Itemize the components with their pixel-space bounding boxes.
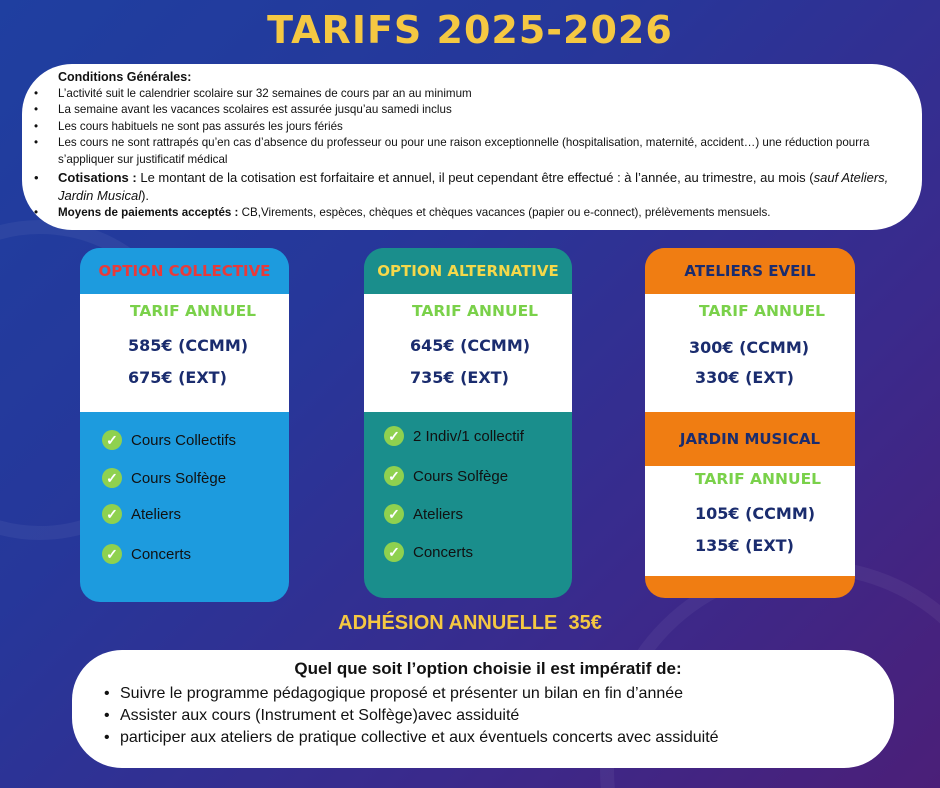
condition-item: • La semaine avant les vacances scolaires est assurée jusqu’au samedi inclus: [30, 102, 892, 119]
payment-label: Moyens de paiements acceptés :: [58, 205, 239, 219]
requirements-heading: Quel que soit l’option choisie il est impératif de:: [294, 659, 682, 678]
requirements-list: [102, 683, 874, 749]
cotisations-end: ).: [141, 187, 150, 203]
feature-item: [384, 504, 463, 524]
feature-item: [102, 544, 191, 564]
tarif-label: TARIF ANNUEL: [130, 302, 257, 320]
payment-item: [30, 205, 892, 222]
requirement-item: • Suivre le programme pédagogique proposé et présenter un bilan en fin d’année: [102, 683, 874, 705]
feature-label: 2 Indiv/1 collectif: [413, 427, 524, 445]
condition-item: • L’activité suit le calendrier scolaire sur 32 semaines de cours par an au minimum: [30, 86, 892, 103]
cotisations-item: [30, 169, 892, 205]
ateliers-eveil-card: [645, 248, 855, 598]
card-title: ATELIERS EVEIL: [645, 248, 855, 294]
tarif-label: TARIF ANNUEL: [412, 302, 539, 320]
feature-item: [102, 430, 236, 450]
feature-item: [102, 504, 181, 524]
price-ext: 135€ (EXT): [695, 536, 794, 555]
cotisations-text: Le montant de la cotisation est forfaitaire et annuel, il peut cependant être effectué : à l’année, au trimestre, au mois (: [136, 169, 814, 185]
payment-text: CB,Virements, espèces, chèques et chèques vacances (papier ou e-connect), prélèvements mensuels.: [238, 205, 771, 219]
tarif-label: TARIF ANNUEL: [695, 470, 822, 488]
card-title: OPTION ALTERNATIVE: [364, 248, 572, 294]
feature-item: [102, 468, 226, 488]
condition-item: • Les cours habituels ne sont pas assurés les jours fériés: [30, 119, 892, 136]
feature-label: Ateliers: [413, 505, 464, 523]
feature-label: Concerts: [413, 543, 474, 561]
price-ccmm: 300€ (CCMM): [689, 338, 810, 357]
general-conditions-panel: [22, 64, 922, 230]
price-block: [645, 466, 855, 576]
requirement-item: • participer aux ateliers de pratique collective et aux éventuels concerts avec assiduité: [102, 727, 874, 749]
cotisations-italic: sauf Ateliers, Jardin Musical: [58, 169, 889, 203]
cotisations-label: Cotisations :: [58, 169, 137, 185]
feature-item: [384, 426, 524, 446]
price-ccmm: 585€ (CCMM): [128, 336, 249, 355]
check-icon: ✓: [384, 504, 404, 524]
price-block: [645, 294, 855, 412]
price-ext: 735€ (EXT): [410, 368, 509, 387]
feature-item: [384, 466, 508, 486]
requirement-item: • Assister aux cours (Instrument et Solfège)avec assiduité: [102, 705, 874, 727]
feature-label: Ateliers: [131, 505, 182, 523]
feature-label: Concerts: [131, 545, 192, 563]
check-icon: ✓: [384, 542, 404, 562]
page-title: TARIFS 2025-2026: [267, 8, 673, 52]
annual-membership: ADHÉSION ANNUELLE 35€: [338, 612, 602, 634]
price-ccmm: 645€ (CCMM): [410, 336, 531, 355]
feature-item: [384, 542, 473, 562]
check-icon: ✓: [384, 466, 404, 486]
price-ext: 330€ (EXT): [695, 368, 794, 387]
card-title: JARDIN MUSICAL: [645, 412, 855, 466]
price-block: [364, 294, 572, 412]
option-alternative-card: [364, 248, 572, 598]
feature-label: Cours Solfège: [131, 469, 227, 487]
price-ccmm: 105€ (CCMM): [695, 504, 816, 523]
conditions-heading: Conditions Générales:: [58, 70, 192, 84]
requirements-panel: [72, 650, 894, 768]
check-icon: ✓: [102, 468, 122, 488]
condition-item: • Les cours ne sont rattrapés qu’en cas d’absence du professeur ou pour une raison exceptionnelle (hospitalisation, maternité, accident…) une réduction pourra s’appliquer sur justificatif médical: [30, 135, 892, 168]
option-collective-card: [80, 248, 289, 602]
conditions-list: [30, 86, 892, 222]
feature-label: Cours Collectifs: [131, 431, 237, 449]
card-title: OPTION COLLECTIVE: [80, 248, 289, 294]
check-icon: ✓: [102, 504, 122, 524]
check-icon: ✓: [384, 426, 404, 446]
price-block: [80, 294, 289, 412]
check-icon: ✓: [102, 430, 122, 450]
price-ext: 675€ (EXT): [128, 368, 227, 387]
check-icon: ✓: [102, 544, 122, 564]
tarif-label: TARIF ANNUEL: [699, 302, 826, 320]
feature-label: Cours Solfège: [413, 467, 509, 485]
